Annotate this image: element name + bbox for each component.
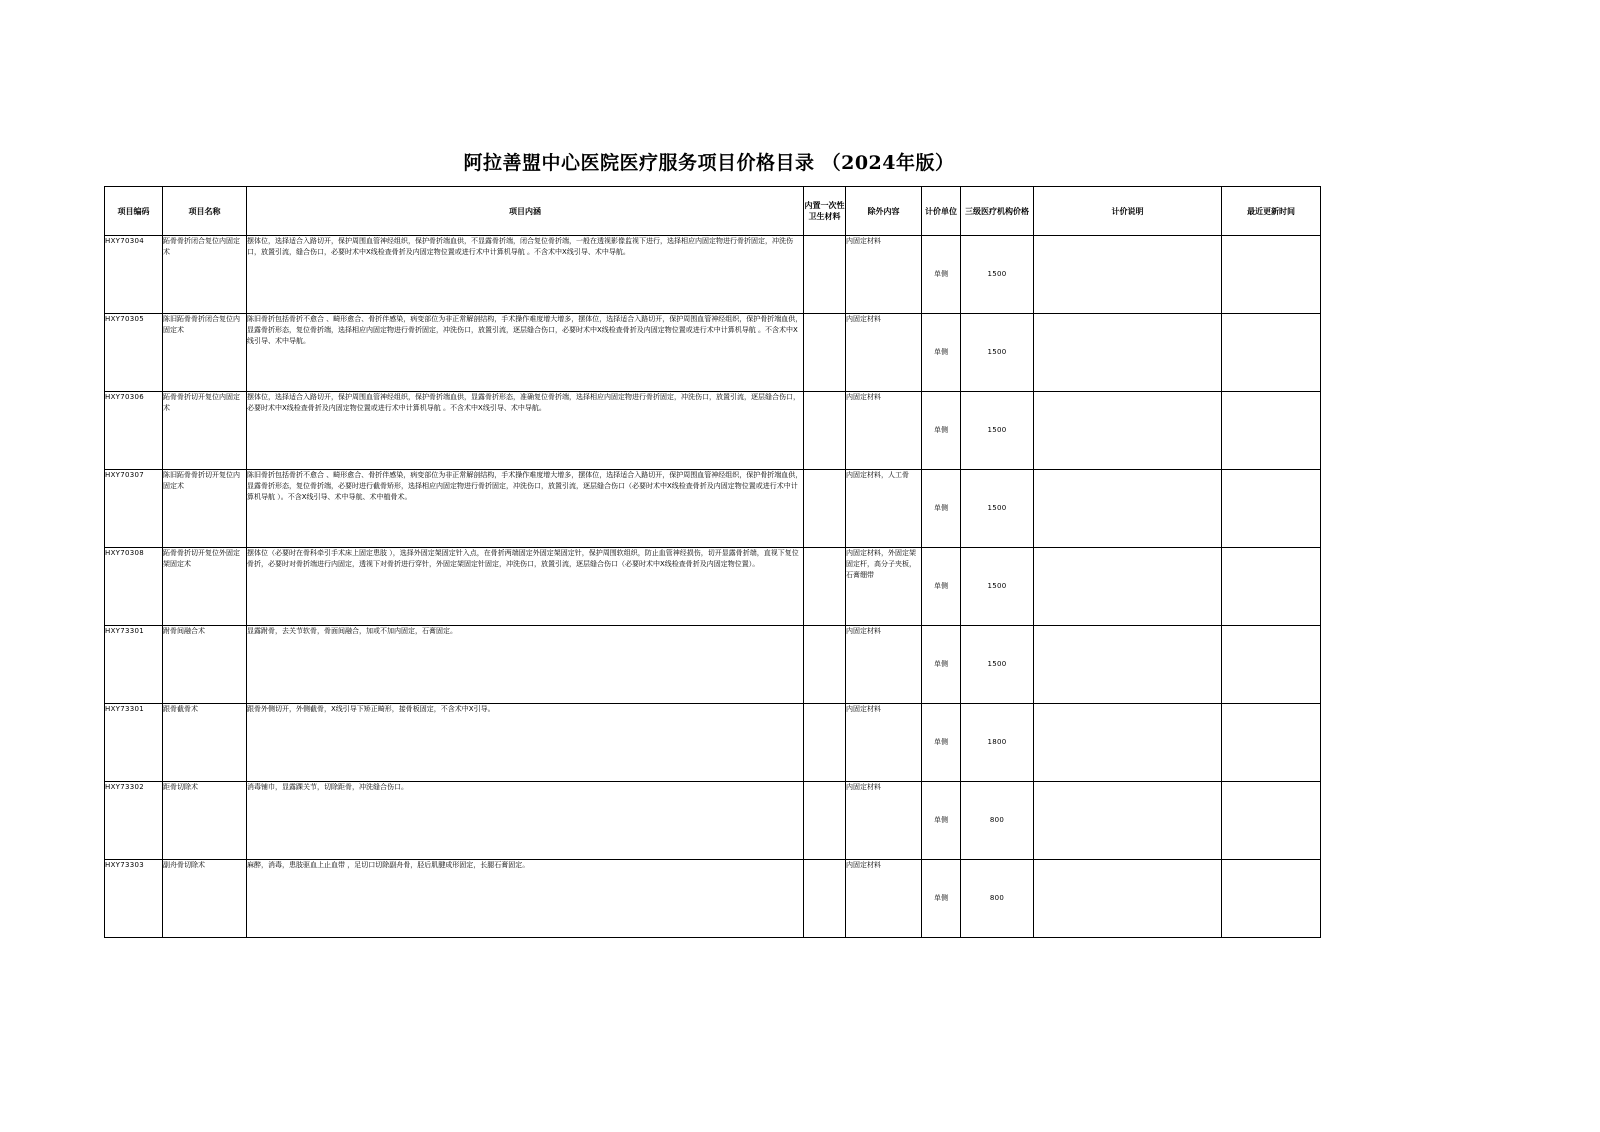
cell-excluded: 内固定材料 [846,392,922,470]
cell-code: HXY73301 [105,704,163,782]
price-table [104,186,1321,938]
cell-price: 1500 [961,314,1034,392]
cell-excluded: 内固定材料 [846,782,922,860]
cell-content: 消毒铺巾，显露踝关节，切除距骨，冲洗缝合伤口。 [247,782,804,860]
cell-updated [1222,470,1321,548]
cell-excluded: 内固定材料，外固定架固定杆，高分子夹板，石膏绷带 [846,548,922,626]
table-row [105,314,1321,392]
cell-content: 跟骨外侧切开，外侧截骨，X线引导下矫正畸形，接骨板固定，不含术中X引导。 [247,704,804,782]
cell-name: 距骨切除术 [163,782,247,860]
cell-price: 1500 [961,392,1034,470]
cell-excluded: 内固定材料 [846,314,922,392]
cell-consumable [804,236,846,314]
cell-name: 跗骨间融合术 [163,626,247,704]
cell-unit: 单侧 [922,782,961,860]
cell-updated [1222,704,1321,782]
cell-updated [1222,782,1321,860]
cell-code: HXY73301 [105,626,163,704]
cell-price: 1500 [961,626,1034,704]
cell-note [1034,860,1222,938]
cell-content: 麻醉，消毒，患肢驱血上止血带 ，足切口切除副舟骨，胫后肌腱成形固定，长腿石膏固定。 [247,860,804,938]
cell-price: 1800 [961,704,1034,782]
header-row [105,187,1321,236]
cell-price: 800 [961,782,1034,860]
cell-name: 跖骨骨折切开复位外固定架固定术 [163,548,247,626]
cell-updated [1222,236,1321,314]
cell-updated [1222,314,1321,392]
cell-unit: 单侧 [922,470,961,548]
cell-content: 摆体位，选择适合入路切开，保护周围血管神经组织，保护骨折端血供，不显露骨折端，闭合复位骨折端，一般在透视影像监视下进行，选择相应内固定物进行骨折固定，冲洗伤口，放置引流，缝合伤口，必要时术中X线检查骨折及内固定物位置或进行术中计算机导航 。不含术中X线引导、术中导航。 [247,236,804,314]
cell-name: 陈旧跖骨骨折切开复位内固定术 [163,470,247,548]
table-row [105,704,1321,782]
cell-unit: 单侧 [922,860,961,938]
table-row [105,626,1321,704]
cell-price: 1500 [961,548,1034,626]
cell-code: HXY70306 [105,392,163,470]
cell-code: HXY73302 [105,782,163,860]
header-consumable: 内置一次性卫生材料 [804,187,846,236]
header-price: 三级医疗机构价格 [961,187,1034,236]
cell-updated [1222,548,1321,626]
header-unit: 计价单位 [922,187,961,236]
header-code: 项目编码 [105,187,163,236]
header-updated: 最近更新时间 [1222,187,1321,236]
header-note: 计价说明 [1034,187,1222,236]
cell-note [1034,704,1222,782]
cell-note [1034,626,1222,704]
table-row [105,470,1321,548]
cell-updated [1222,626,1321,704]
header-content: 项目内涵 [247,187,804,236]
cell-name: 跟骨截骨术 [163,704,247,782]
cell-note [1034,548,1222,626]
cell-content: 摆体位（必要时在骨科牵引手术床上固定患肢 ），选择外固定架固定针入点，在骨折两端固定外固定架固定针，保护周围软组织，防止血管神经损伤，切开显露骨折端，直视下复位骨折，必要时对骨折端进行内固定，透视下对骨折进行穿针，外固定架固定针固定，冲洗伤口，放置引流，逐层缝合伤口（必要时术中X线检查骨折及内固定物位置）。 [247,548,804,626]
cell-name: 陈旧跖骨骨折闭合复位内固定术 [163,314,247,392]
cell-price: 1500 [961,470,1034,548]
cell-excluded: 内固定材料 [846,860,922,938]
cell-note [1034,314,1222,392]
cell-consumable [804,314,846,392]
cell-consumable [804,782,846,860]
cell-name: 跖骨骨折闭合复位内固定术 [163,236,247,314]
cell-unit: 单侧 [922,314,961,392]
cell-unit: 单侧 [922,392,961,470]
cell-unit: 单侧 [922,236,961,314]
cell-name: 副舟骨切除术 [163,860,247,938]
cell-consumable [804,626,846,704]
header-name: 项目名称 [163,187,247,236]
cell-excluded: 内固定材料 [846,704,922,782]
table-row [105,782,1321,860]
cell-content: 陈旧骨折包括骨折不愈合 、畸形愈合、骨折伴感染，病变部位为非正常解剖结构，手术操作难度增大增多，摆体位，选择适合入路切开，保护周围血管神经组织，保护骨折端血供，显露骨折形态，复位骨折端，必要时进行截骨矫形，选择相应内固定物进行骨折固定，冲洗伤口，放置引流，逐层缝合伤口（必要时术中X线检查骨折及内固定物位置或进行术中计算机导航 ）。不含X线引导、术中导航、术中植骨术。 [247,470,804,548]
cell-consumable [804,548,846,626]
cell-note [1034,470,1222,548]
cell-consumable [804,860,846,938]
cell-unit: 单侧 [922,626,961,704]
cell-excluded: 内固定材料 [846,626,922,704]
cell-code: HXY70308 [105,548,163,626]
cell-content: 显露跗骨，去关节软骨，骨面间融合，加或不加内固定，石膏固定。 [247,626,804,704]
table-row [105,392,1321,470]
cell-updated [1222,860,1321,938]
page-title: 阿拉善盟中心医院医疗服务项目价格目录 （2024年版） [463,152,955,174]
cell-unit: 单侧 [922,548,961,626]
cell-consumable [804,704,846,782]
cell-code: HXY70305 [105,314,163,392]
cell-updated [1222,392,1321,470]
table-row [105,236,1321,314]
cell-unit: 单侧 [922,704,961,782]
cell-excluded: 内固定材料 [846,236,922,314]
cell-name: 跖骨骨折切开复位内固定术 [163,392,247,470]
cell-note [1034,236,1222,314]
cell-content: 陈旧骨折包括骨折不愈合 、畸形愈合、骨折伴感染，病变部位为非正常解剖结构，手术操作难度增大增多，摆体位，选择适合入路切开，保护周围血管神经组织，保护骨折端血供，显露骨折形态，复位骨折端，选择相应内固定物进行骨折固定，冲洗伤口，放置引流，逐层缝合伤口，必要时术中X线检查骨折及内固定物位置或进行术中计算机导航 。不含术中X线引导、术中导航。 [247,314,804,392]
header-excluded: 除外内容 [846,187,922,236]
cell-price: 1500 [961,236,1034,314]
cell-consumable [804,392,846,470]
cell-note [1034,782,1222,860]
table-row [105,860,1321,938]
cell-content: 摆体位，选择适合入路切开，保护周围血管神经组织，保护骨折端血供，显露骨折形态，准确复位骨折端，选择相应内固定物进行骨折固定，冲洗伤口，放置引流，逐层缝合伤口，必要时术中X线检查骨折及内固定物位置或进行术中计算机导航 。不含术中X线引导、术中导航。 [247,392,804,470]
table-row [105,548,1321,626]
cell-code: HXY73303 [105,860,163,938]
cell-consumable [804,470,846,548]
cell-excluded: 内固定材料，人工骨 [846,470,922,548]
cell-price: 800 [961,860,1034,938]
cell-code: HXY70307 [105,470,163,548]
cell-note [1034,392,1222,470]
cell-code: HXY70304 [105,236,163,314]
